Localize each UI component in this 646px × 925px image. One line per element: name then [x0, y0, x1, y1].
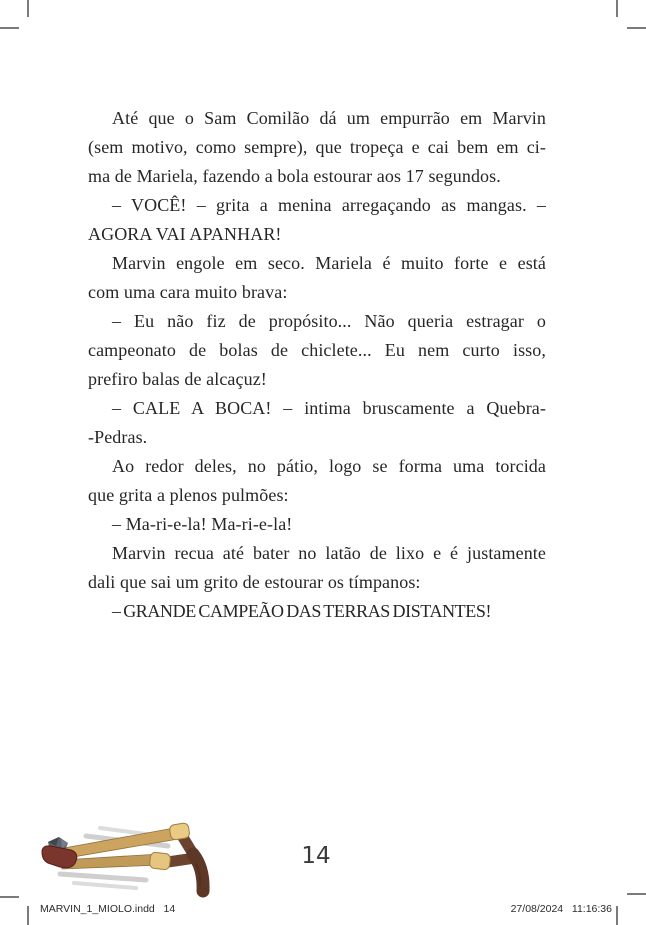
text-line: (sem motivo, como sempre), que tropeça e cai bem em ci-	[88, 137, 546, 157]
text-line: Até que o Sam Comilão dá um empurrão em Marvin	[112, 108, 546, 128]
footer-timestamp: 27/08/2024 11:16:36	[510, 903, 612, 915]
paragraph	[88, 597, 546, 626]
paragraph	[88, 191, 546, 249]
text-line: -Pedras.	[88, 427, 148, 447]
crop-mark-bottom-right-vertical	[616, 906, 618, 925]
paragraph	[88, 510, 546, 539]
crop-mark-top-left-horizontal	[0, 27, 19, 29]
paragraph	[88, 104, 546, 191]
text-line: ma de Mariela, fazendo a bola estourar aos 17 segundos.	[88, 166, 501, 186]
slingshot-illustration	[40, 816, 220, 908]
crop-mark-top-right-horizontal	[627, 27, 646, 29]
text-line: – Ma-ri-e-la! Ma-ri-e-la!	[112, 514, 293, 534]
paragraph	[88, 394, 546, 452]
text-line: AGORA VAI APANHAR!	[88, 224, 282, 244]
text-line: Marvin engole em seco. Mariela é muito forte e está	[112, 253, 546, 273]
crop-mark-bottom-left-horizontal	[0, 896, 19, 898]
text-line: – CALE A BOCA! – intima bruscamente a Quebra-	[112, 398, 546, 418]
text-line: que grita a plenos pulmões:	[88, 485, 289, 505]
paragraph	[88, 307, 546, 394]
footer-filename: MARVIN_1_MIOLO.indd 14	[40, 903, 176, 915]
text-line: – Eu não fiz de propósito... Não queria estragar o	[112, 311, 546, 331]
paragraph	[88, 539, 546, 597]
crop-mark-top-right-vertical	[616, 0, 618, 17]
crop-mark-top-left-vertical	[27, 0, 29, 17]
page-number: 14	[301, 843, 331, 869]
text-line: prefiro balas de alcaçuz!	[88, 369, 267, 389]
text-line: campeonato de bolas de chiclete... Eu nem curto isso,	[88, 340, 546, 360]
text-line: – VOCÊ! – grita a menina arregaçando as mangas. –	[112, 195, 546, 215]
crop-mark-bottom-right-horizontal	[627, 893, 646, 895]
text-line: com uma cara muito brava:	[88, 282, 288, 302]
paragraph	[88, 249, 546, 307]
paragraph	[88, 452, 546, 510]
page-text	[88, 104, 546, 626]
text-line: Marvin recua até bater no latão de lixo e é justamente	[112, 543, 546, 563]
text-line: Ao redor deles, no pátio, logo se forma uma torcida	[112, 456, 546, 476]
crop-mark-bottom-left-vertical	[27, 906, 29, 925]
text-line: dali que sai um grito de estourar os tímpanos:	[88, 572, 421, 592]
text-line: – GRANDE CAMPEÃO DAS TERRAS DISTANTES!	[112, 601, 492, 621]
